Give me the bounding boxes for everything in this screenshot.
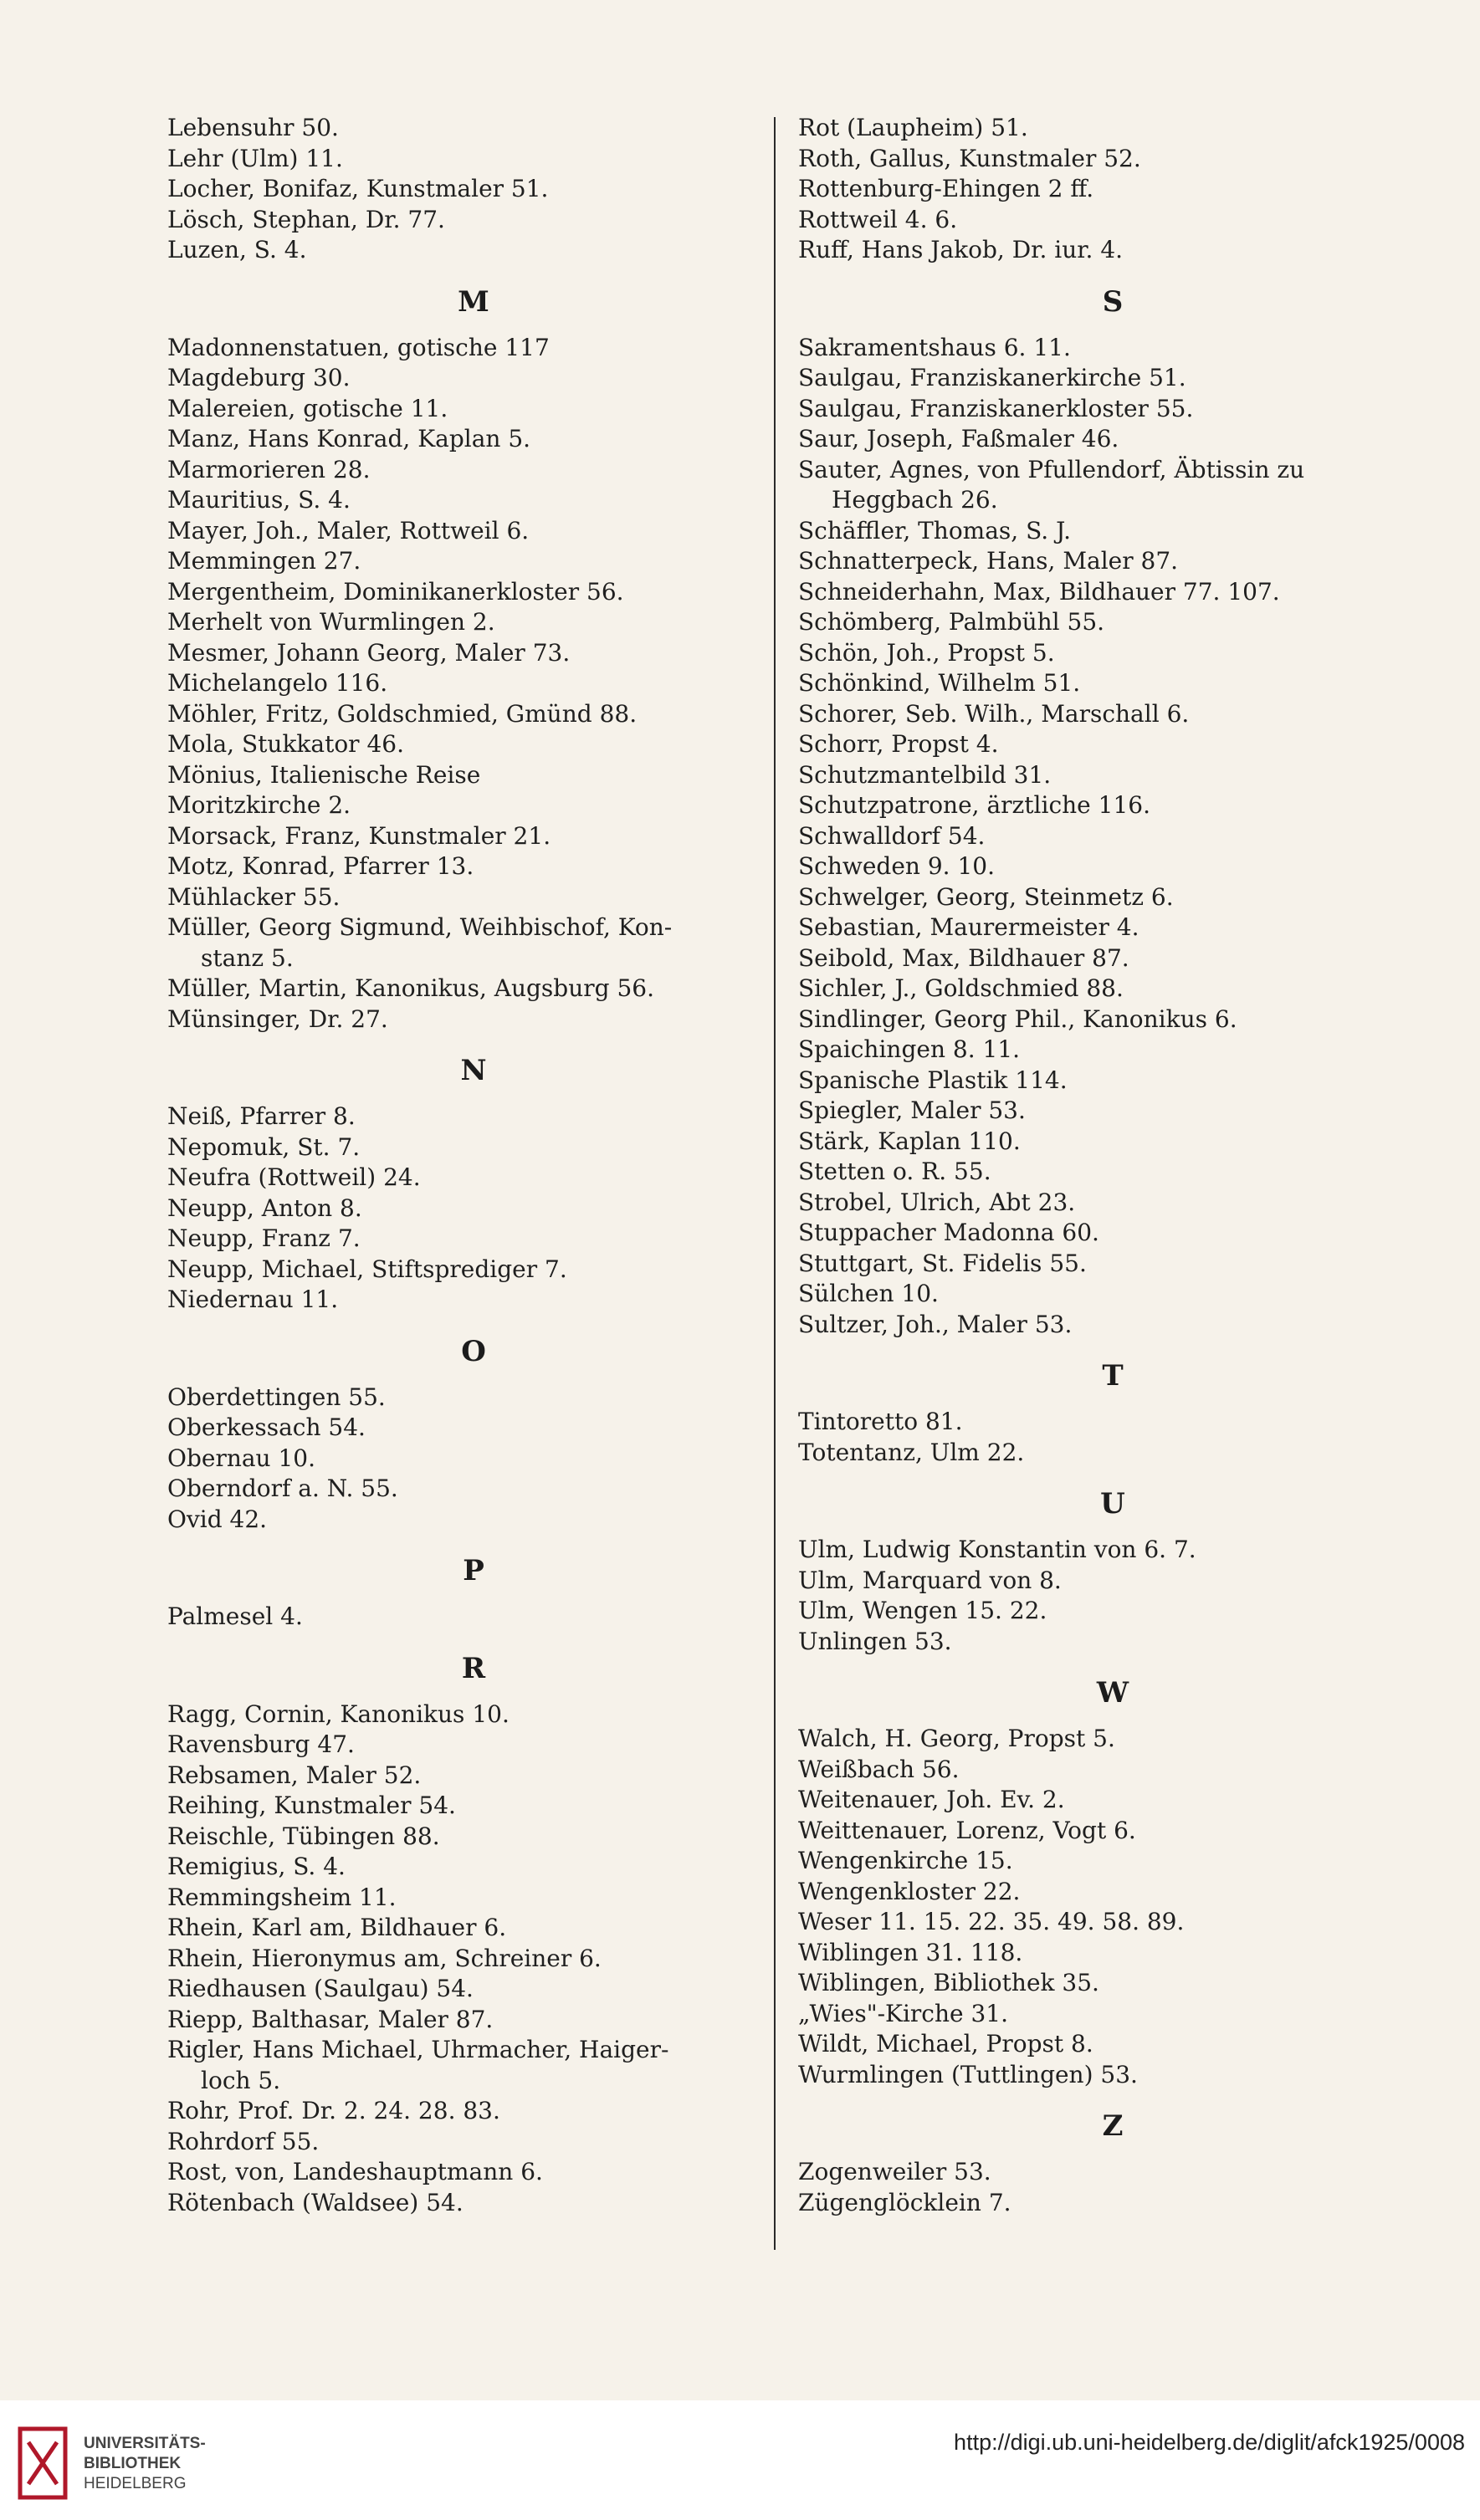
index-entry: Riepp, Balthasar, Maler 87. — [167, 2005, 494, 2033]
library-name-line3: HEIDELBERG — [84, 2475, 187, 2492]
index-entry: Spiegler, Maler 53. — [798, 1096, 1026, 1124]
source-url[interactable]: http://digi.ub.uni-heidelberg.de/diglit/afck1925/0008 — [954, 2430, 1465, 2455]
index-entry: Reihing, Kunstmaler 54. — [167, 1792, 456, 1819]
index-entry: Sauter, Agnes, von Pfullendorf, Äbtissin zu — [798, 455, 1305, 483]
index-entry: Sülchen 10. — [798, 1280, 939, 1307]
index-entry: Manz, Hans Konrad, Kaplan 5. — [167, 425, 531, 452]
index-entry: Sultzer, Joh., Maler 53. — [798, 1310, 1073, 1338]
index-entry: Stetten o. R. 55. — [798, 1158, 991, 1185]
index-entry: Seibold, Max, Bildhauer 87. — [798, 943, 1129, 972]
index-entry: Wengenkirche 15. — [798, 1847, 1013, 1874]
index-entry: Spanische Plastik 114. — [798, 1066, 1068, 1094]
index-entry: Strobel, Ulrich, Abt 23. — [798, 1188, 1076, 1216]
index-entry: Rötenbach (Waldsee) 54. — [167, 2188, 463, 2216]
section-heading: Z — [1102, 2109, 1124, 2143]
index-entry: Ravensburg 47. — [167, 1730, 355, 1758]
index-entry: Münsinger, Dr. 27. — [167, 1004, 388, 1033]
section-heading: O — [461, 1334, 486, 1368]
index-entry: Saur, Joseph, Faßmaler 46. — [798, 425, 1119, 452]
index-entry: Schwalldorf 54. — [798, 821, 986, 850]
index-entry: Ulm, Wengen 15. 22. — [798, 1597, 1047, 1624]
index-entry: Sichler, J., Goldschmied 88. — [798, 974, 1124, 1002]
section-heading: R — [461, 1651, 486, 1685]
index-entry: Wiblingen, Bibliothek 35. — [798, 1969, 1099, 1996]
index-entry: Stärk, Kaplan 110. — [798, 1127, 1021, 1155]
index-entry: Schönkind, Wilhelm 51. — [798, 669, 1081, 697]
index-entry: loch 5. — [201, 2066, 281, 2094]
index-entry: Mauritius, S. 4. — [167, 486, 351, 514]
index-entry: Remigius, S. 4. — [167, 1853, 346, 1880]
index-entry: Rohrdorf 55. — [167, 2127, 320, 2155]
index-entry: Niedernau 11. — [167, 1286, 339, 1313]
index-entry: Michelangelo 116. — [167, 669, 388, 697]
index-entry: Obernau 10. — [167, 1444, 316, 1472]
index-entry: Merhelt von Wurmlingen 2. — [167, 608, 495, 636]
index-entry: Moritzkirche 2. — [167, 791, 351, 819]
index-entry: Saulgau, Franziskanerkirche 51. — [798, 364, 1186, 391]
index-entry: Remmingsheim 11. — [167, 1883, 397, 1911]
index-entry: Schwelger, Georg, Steinmetz 6. — [798, 882, 1174, 911]
library-name-line1: UNIVERSITÄTS- — [84, 2435, 206, 2452]
index-entry: Sebastian, Maurermeister 4. — [798, 913, 1139, 941]
index-entry: Rottenburg-Ehingen 2 ff. — [798, 175, 1094, 202]
index-column-right — [795, 113, 1431, 2218]
section-heading: M — [458, 284, 489, 319]
index-entry: Magdeburg 30. — [167, 364, 351, 391]
index-entry: Roth, Gallus, Kunstmaler 52. — [798, 144, 1141, 172]
index-entry: Mola, Stukkator 46. — [167, 730, 404, 758]
index-entry: Schneiderhahn, Max, Bildhauer 77. 107. — [798, 577, 1280, 606]
index-entry: Neupp, Franz 7. — [167, 1224, 361, 1252]
section-heading: W — [1096, 1676, 1129, 1710]
index-entry: „Wies"-Kirche 31. — [798, 1999, 1009, 2027]
index-entry: Stuttgart, St. Fidelis 55. — [798, 1249, 1087, 1277]
index-entry: Unlingen 53. — [798, 1627, 952, 1655]
index-entry: Schorer, Seb. Wilh., Marschall 6. — [798, 699, 1190, 728]
index-entry: Palmesel 4. — [167, 1602, 303, 1630]
index-entry: Malereien, gotische 11. — [167, 394, 448, 422]
index-entry: Heggbach 26. — [832, 486, 998, 514]
index-entry: Spaichingen 8. 11. — [798, 1035, 1021, 1063]
index-entry: Morsack, Franz, Kunstmaler 21. — [167, 821, 551, 850]
index-entry: Müller, Georg Sigmund, Weihbischof, Kon- — [167, 913, 673, 941]
section-heading: S — [1102, 284, 1124, 319]
index-entry: Nepomuk, St. 7. — [167, 1132, 361, 1161]
index-entry: Mesmer, Johann Georg, Maler 73. — [167, 638, 571, 667]
index-entry: Mayer, Joh., Maler, Rottweil 6. — [167, 516, 530, 544]
index-entry: Weitenauer, Joh. Ev. 2. — [798, 1786, 1065, 1813]
index-entry: Riedhausen (Saulgau) 54. — [167, 1975, 474, 2002]
index-entry: Schäffler, Thomas, S. J. — [798, 516, 1072, 544]
index-entry: Zügenglöcklein 7. — [798, 2188, 1011, 2216]
index-entry: Zogenweiler 53. — [798, 2158, 991, 2185]
index-entry: Mönius, Italienische Reise — [167, 760, 481, 789]
index-entry: Rebsamen, Maler 52. — [167, 1761, 422, 1789]
index-entry: Rhein, Hieronymus am, Schreiner 6. — [167, 1944, 602, 1972]
library-name-line2: BIBLIOTHEK — [84, 2455, 182, 2472]
index-entry: Memmingen 27. — [167, 547, 361, 575]
heidelberg-library-logo-icon — [17, 2425, 69, 2501]
index-entry: Lebensuhr 50. — [167, 114, 339, 141]
index-entry: Schnatterpeck, Hans, Maler 87. — [798, 547, 1179, 575]
index-entry: Madonnenstatuen, gotische 117 — [167, 333, 550, 361]
index-entry: Müller, Martin, Kanonikus, Augsburg 56. — [167, 974, 654, 1002]
index-entry: Wengenkloster 22. — [798, 1877, 1021, 1905]
index-entry: Mergentheim, Dominikanerkloster 56. — [167, 577, 624, 606]
index-entry: Sindlinger, Georg Phil., Kanonikus 6. — [798, 1004, 1237, 1033]
index-entry: Rot (Laupheim) 51. — [798, 114, 1028, 141]
index-entry: Schorr, Propst 4. — [798, 730, 999, 758]
index-entry: Tintoretto 81. — [798, 1408, 963, 1435]
index-entry: Wildt, Michael, Propst 8. — [798, 2030, 1093, 2057]
index-entry: Walch, H. Georg, Propst 5. — [798, 1725, 1115, 1752]
index-entry: Neiß, Pfarrer 8. — [167, 1102, 356, 1130]
index-entry: Weißbach 56. — [798, 1755, 960, 1783]
library-name — [84, 2434, 206, 2494]
index-entry: Weittenauer, Lorenz, Vogt 6. — [798, 1816, 1136, 1844]
index-entry: Schön, Joh., Propst 5. — [798, 638, 1055, 667]
index-entry: Luzen, S. 4. — [167, 236, 307, 263]
index-entry: Rottweil 4. 6. — [798, 205, 958, 233]
index-entry: Wurmlingen (Tuttlingen) 53. — [798, 2060, 1138, 2088]
index-entry: Schutzmantelbild 31. — [798, 760, 1052, 789]
index-entry: Ovid 42. — [167, 1505, 268, 1533]
index-entry: Oberdettingen 55. — [167, 1383, 386, 1411]
index-entry: Lösch, Stephan, Dr. 77. — [167, 205, 445, 233]
section-heading: U — [1100, 1487, 1125, 1521]
index-entry: stanz 5. — [201, 943, 294, 972]
index-entry: Schutzpatrone, ärztliche 116. — [798, 791, 1150, 819]
index-entry: Totentanz, Ulm 22. — [798, 1438, 1025, 1466]
index-entry: Wiblingen 31. 118. — [798, 1938, 1023, 1966]
index-column-left — [164, 113, 783, 2218]
index-entry: Marmorieren 28. — [167, 455, 371, 483]
index-entry: Oberkessach 54. — [167, 1413, 366, 1441]
index-entry: Schömberg, Palmbühl 55. — [798, 608, 1105, 636]
index-entry: Lehr (Ulm) 11. — [167, 144, 343, 172]
section-heading: N — [460, 1054, 487, 1087]
section-heading: P — [463, 1554, 484, 1587]
index-entry: Ulm, Marquard von 8. — [798, 1566, 1062, 1594]
index-entry: Locher, Bonifaz, Kunstmaler 51. — [167, 175, 549, 202]
index-entry: Mühlacker 55. — [167, 882, 341, 911]
index-entry: Oberndorf a. N. 55. — [167, 1475, 398, 1502]
index-entry: Sakramentshaus 6. 11. — [798, 333, 1071, 361]
index-entry: Ruff, Hans Jakob, Dr. iur. 4. — [798, 236, 1124, 263]
index-entry: Reischle, Tübingen 88. — [167, 1822, 440, 1850]
index-entry: Schweden 9. 10. — [798, 852, 996, 880]
index-entry: Neufra (Rottweil) 24. — [167, 1163, 421, 1191]
index-entry: Saulgau, Franziskanerkloster 55. — [798, 394, 1194, 422]
index-entry: Möhler, Fritz, Goldschmied, Gmünd 88. — [167, 699, 638, 728]
index-entry: Motz, Konrad, Pfarrer 13. — [167, 852, 474, 880]
section-heading: T — [1102, 1359, 1124, 1393]
column-divider — [774, 117, 776, 2250]
index-entry: Rohr, Prof. Dr. 2. 24. 28. 83. — [167, 2097, 500, 2124]
index-entry: Rost, von, Landeshauptmann 6. — [167, 2158, 543, 2185]
index-entry: Weser 11. 15. 22. 35. 49. 58. 89. — [798, 1908, 1185, 1935]
index-entry: Neupp, Anton 8. — [167, 1194, 362, 1222]
index-entry: Rhein, Karl am, Bildhauer 6. — [167, 1914, 507, 1941]
footer-bar — [0, 2400, 1480, 2520]
index-entry: Neupp, Michael, Stiftsprediger 7. — [167, 1255, 567, 1283]
index-entry: Ulm, Ludwig Konstantin von 6. 7. — [798, 1536, 1196, 1563]
index-entry: Stuppacher Madonna 60. — [798, 1219, 1099, 1246]
index-entry: Rigler, Hans Michael, Uhrmacher, Haiger- — [167, 2036, 669, 2063]
index-entry: Ragg, Cornin, Kanonikus 10. — [167, 1700, 510, 1728]
